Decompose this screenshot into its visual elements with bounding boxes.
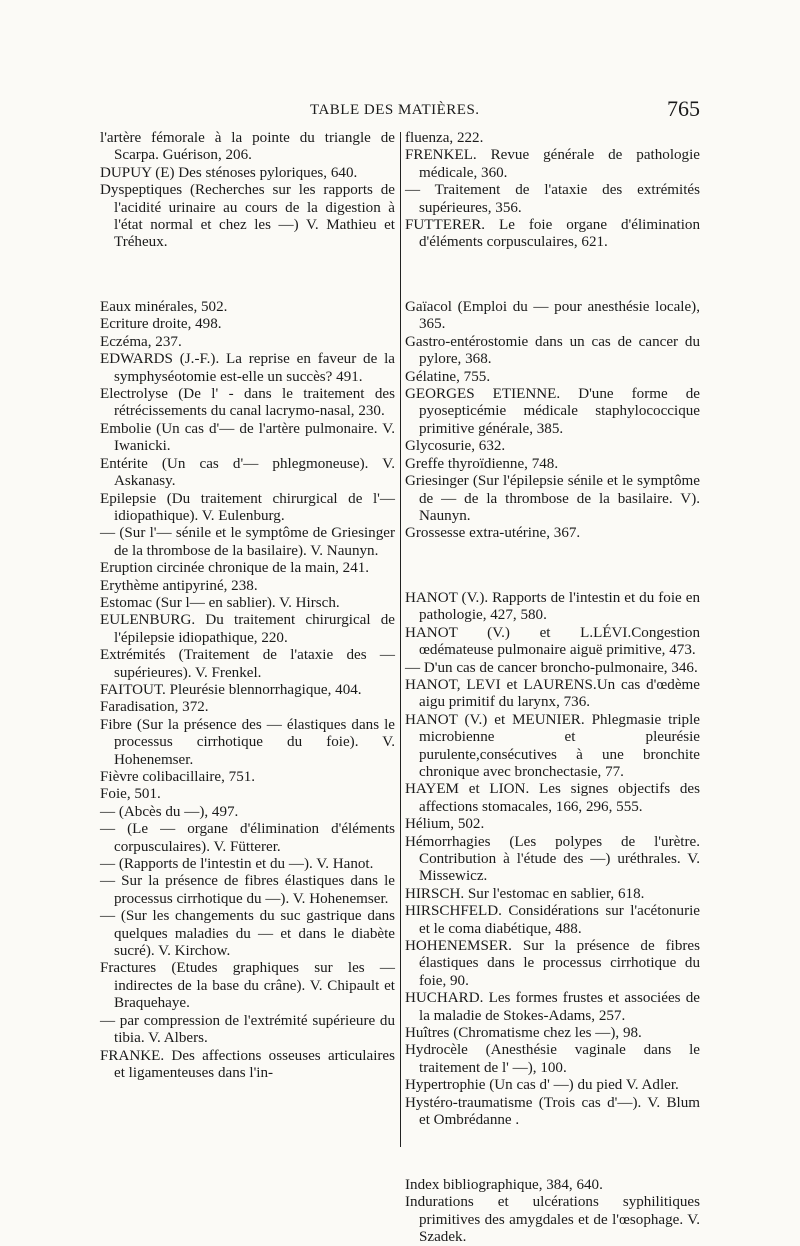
index-entry: — (Sur les changements du suc gastrique dans quelques maladies du — et dans le diabète sucré). V. Kirchow. (100, 908, 395, 960)
index-entry: l'artère fémorale à la pointe du triangle de Scarpa. Guérison, 206. (100, 130, 395, 164)
index-entry: Hystéro-traumatisme (Trois cas d'—). V. Blum et Ombrédanne . (405, 1094, 700, 1129)
index-entry: DUPUY (E) Des sténoses pyloriques, 640. (100, 164, 358, 181)
right-column (405, 130, 700, 1246)
index-columns (100, 130, 700, 1245)
index-entry: Ecriture droite, 498. (100, 316, 222, 333)
index-entry: HOHENEMSER. Sur la présence de fibres élastiques dans le processus cirrhotique du foie, 90. (405, 938, 700, 989)
index-entry: — (Rapports de l'intestin et du —). V. Hanot. (100, 856, 374, 873)
index-entry: Gélatine, 755. (405, 368, 491, 385)
index-entry: FRENKEL. Revue générale de pathologie médicale, 360. (405, 147, 700, 181)
index-entry: HANOT (V.) et MEUNIER. Phlegmasie triple microbienne et pleurésie purulente,consécutives à une bronchite chronique avec bronchectasie, 77. (405, 711, 700, 780)
index-entry: — D'un cas de cancer broncho-pulmonaire, 346. (405, 659, 698, 676)
index-entry: Hypertrophie (Un cas d' —) du pied V. Adler. (405, 1077, 679, 1094)
index-entry: HANOT (V.). Rapports de l'intestin et du foie en pathologie, 427, 580. (405, 589, 700, 624)
page-number: 765 (667, 96, 700, 121)
index-entry: — par compression de l'extrémité supérieure du tibia. V. Albers. (100, 1012, 395, 1047)
index-entry: — Traitement de l'ataxie des extrémités supérieures, 356. (405, 182, 700, 216)
index-entry: HIRSCHFELD. Considérations sur l'acétonurie et le coma diabétique, 488. (405, 903, 700, 937)
index-entry: HUCHARD. Les formes frustes et associées de la maladie de Stokes-Adams, 257. (405, 990, 700, 1024)
index-entry: — (Le — organe d'élimination d'éléments corpusculaires). V. Fütterer. (100, 821, 395, 855)
index-entry: Eczéma, 237. (100, 333, 182, 350)
index-entry: Foie, 501. (100, 786, 161, 803)
index-entry: Grossesse extra-utérine, 367. (405, 525, 581, 542)
index-entry: Fièvre colibacillaire, 751. (100, 769, 256, 785)
index-entry: Indurations et ulcérations syphilitiques primitives des amygdales et de l'œsophage. V. Szadek. (405, 1194, 700, 1245)
index-entry: HAYEM et LION. Les signes objectifs des affections stomacales, 166, 296, 555. (405, 781, 700, 815)
index-entry: FRANKE. Des affections osseuses articulaires et ligamenteuses dans l'in- (100, 1047, 395, 1081)
index-entry: Erythème antipyriné, 238. (100, 577, 258, 594)
index-entry: FAITOUT. Pleurésie blennorrhagique, 404. (100, 681, 362, 698)
index-entry: EDWARDS (J.-F.). La reprise en faveur de la symphyséotomie est-elle un succès? 491. (100, 351, 395, 385)
index-entry: Gaïacol (Emploi du — pour anesthésie locale), 365. (405, 299, 700, 333)
index-entry: Index bibliographique, 384, 640. (405, 1176, 603, 1193)
section-gap (100, 267, 395, 284)
index-entry: — (Sur l'— sénile et le symptôme de Griesinger de la thrombose de la basilaire). V. Naunyn. (100, 525, 395, 559)
index-entry: Greffe thyroïdienne, 748. (405, 455, 559, 472)
index-entry: Estomac (Sur l— en sablier). V. Hirsch. (100, 594, 340, 611)
section-gap (405, 1145, 700, 1162)
index-entry: Entérite (Un cas d'— phlegmoneuse). V. Askanasy. (100, 455, 395, 490)
index-entry: Hémorrhagies (Les polypes de l'urètre. Contribution à l'étude des —) uréthrales. V. Missewicz. (405, 833, 700, 885)
index-entry: Griesinger (Sur l'épilepsie sénile et le symptôme de — de la thrombose de la basilaire. V). Naunyn. (405, 473, 700, 524)
index-entry: Epilepsie (Du traitement chirurgical de l'— idiopathique). V. Eulenburg. (100, 490, 395, 524)
index-entry: Faradisation, 372. (100, 699, 209, 716)
index-entry: Fractures (Etudes graphiques sur les — indirectes de la base du crâne). V. Chipault et Braquehaye. (100, 960, 395, 1012)
index-entry: Glycosurie, 632. (405, 438, 506, 455)
index-entry: fluenza, 222. (405, 130, 484, 146)
index-entry: HANOT (V.) et L.LÉVI.Congestion œdémateuse pulmonaire aiguë primitive, 473. (405, 624, 700, 659)
index-entry: Eruption circinée chronique de la main, 241. (100, 560, 370, 577)
index-entry: Hydrocèle (Anesthésie vaginale dans le traitement de l' —), 100. (405, 1042, 700, 1076)
index-entry: FUTTERER. Le foie organe d'élimination d'éléments corpusculaires, 621. (405, 217, 700, 251)
index-entry: Huîtres (Chromatisme chez les —), 98. (405, 1025, 642, 1042)
index-entry: Extrémités (Traitement de l'ataxie des — supérieures). V. Frenkel. (100, 647, 395, 681)
section-gap (405, 558, 700, 575)
index-entry: Dyspeptiques (Recherches sur les rapports de l'acidité urinaire au cours de la digestion à l'état normal et chez les —) V. Mathieu et Tréheux. (100, 182, 395, 251)
left-column (100, 130, 395, 1082)
index-entry: Fibre (Sur la présence des — élastiques dans le processus cirrhotique du foie). V. Hohenemser. (100, 716, 395, 768)
index-entry: — (Abcès du —), 497. (100, 803, 239, 820)
section-gap (405, 267, 700, 284)
index-entry: Eaux minérales, 502. (100, 299, 228, 316)
index-entry: Gastro-entérostomie dans un cas de cancer du pylore, 368. (405, 333, 700, 368)
page-header (100, 96, 700, 128)
running-title: TABLE DES MATIÈRES. (310, 102, 480, 118)
index-entry: Electrolyse (De l' - dans le traitement des rétrécissements du canal lacrymo-nasal, 230. (100, 386, 395, 420)
index-entry: GEORGES ETIENNE. D'une forme de pyosepticémie médicale staphylococcique primitive générale, 385. (405, 386, 700, 437)
index-entry: EULENBURG. Du traitement chirurgical de l'épilepsie idiopathique, 220. (100, 612, 395, 646)
column-divider (400, 132, 401, 1147)
index-entry: Embolie (Un cas d'— de l'artère pulmonaire. V. Iwanicki. (100, 420, 395, 455)
index-entry: HANOT, LEVI et LAURENS.Un cas d'œdème aigu primitif du larynx, 736. (405, 676, 700, 711)
index-entry: — Sur la présence de fibres élastiques dans le processus cirrhotique du —). V. Hohenemser. (100, 873, 395, 907)
index-entry: HIRSCH. Sur l'estomac en sablier, 618. (405, 885, 645, 902)
index-entry: Hélium, 502. (405, 816, 485, 833)
